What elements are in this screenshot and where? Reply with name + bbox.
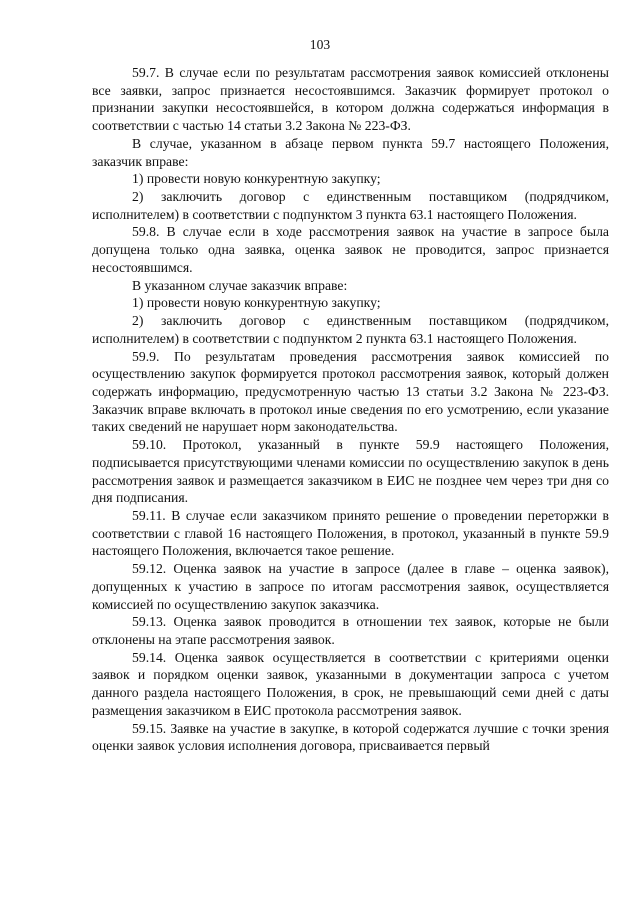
- paragraph-59-13: 59.13. Оценка заявок проводится в отношении тех заявок, которые не были отклонены на этапе рассмотрения заявок.: [92, 614, 609, 647]
- paragraph-59-7: 59.7. В случае если по результатам рассмотрения заявок комиссией отклонены все заявки, запрос признается несостоявшимся. Заказчик формирует протокол о признании закупки несостоявшейся, в котором должна содержаться информация в соответствии с частью 14 статьи 3.2 Закона № 223-ФЗ.: [92, 65, 609, 134]
- paragraph-59-8-option-1: 1) провести новую конкурентную закупку;: [132, 295, 381, 311]
- paragraph-59-7-case: В случае, указанном в абзаце первом пункта 59.7 настоящего Положения, заказчик вправе:: [92, 135, 609, 169]
- paragraph-59-7-option-2: 2) заключить договор с единственным поставщиком (подрядчиком, исполнителем) в соответствии с подпунктом 3 пункта 63.1 настоящего Положения.: [92, 189, 609, 222]
- paragraph-59-8-case: В указанном случае заказчик вправе:: [132, 277, 348, 293]
- paragraph-59-11: 59.11. В случае если заказчиком принято решение о проведении переторжки в соответствии с главой 16 настоящего Положения, в протокол, указанный в пункте 59.9 настоящего Положения, включается такое решение.: [92, 507, 609, 559]
- paragraph-59-8: 59.8. В случае если в ходе рассмотрения заявок на участие в запросе была допущена только одна заявка, оценка заявок не проводится, запрос признается несостоявшимся.: [92, 224, 609, 275]
- document-body: [92, 64, 609, 755]
- paragraph-59-10: 59.10. Протокол, указанный в пункте 59.9 настоящего Положения, подписывается присутствующими членами комиссии по осуществлению закупок в день рассмотрения заявок и размещается заказчиком в ЕИС не позднее чем через три дня со дня подписания.: [92, 437, 609, 506]
- page-number: 103: [309, 37, 331, 52]
- paragraph-59-14: 59.14. Оценка заявок осуществляется в соответствии с критериями оценки заявок и порядком оценки заявок, указанными в документации запроса с учетом данного раздела настоящего Положения, в срок, не превышающий семи дней с даты размещения заказчиком в ЕИС протокола рассмотрения заявок.: [92, 649, 609, 718]
- paragraph-59-15: 59.15. Заявке на участие в закупке, в которой содержатся лучшие с точки зрения оценки заявок условия исполнения договора, присваивается первый: [92, 720, 609, 754]
- paragraph-59-8-option-2: 2) заключить договор с единственным поставщиком (подрядчиком, исполнителем) в соответствии с подпунктом 2 пункта 63.1 настоящего Положения.: [92, 313, 609, 346]
- paragraph-59-12: 59.12. Оценка заявок на участие в запросе (далее в главе – оценка заявок), допущенных к участию в запросе по итогам рассмотрения заявок, осуществляется комиссией по осуществлению закупок заказчика.: [92, 561, 609, 612]
- paragraph-59-9: 59.9. По результатам проведения рассмотрения заявок комиссией по осуществлению закупок формируется протокол рассмотрения заявок, который должен содержать информацию, предусмотренную частью 13 статьи 3.2 Закона № 223-ФЗ. Заказчик вправе включать в протокол иные сведения по его усмотрению, если указание таких сведений не нарушает норм законодательства.: [92, 348, 609, 435]
- paragraph-59-7-option-1: 1) провести новую конкурентную закупку;: [132, 171, 381, 187]
